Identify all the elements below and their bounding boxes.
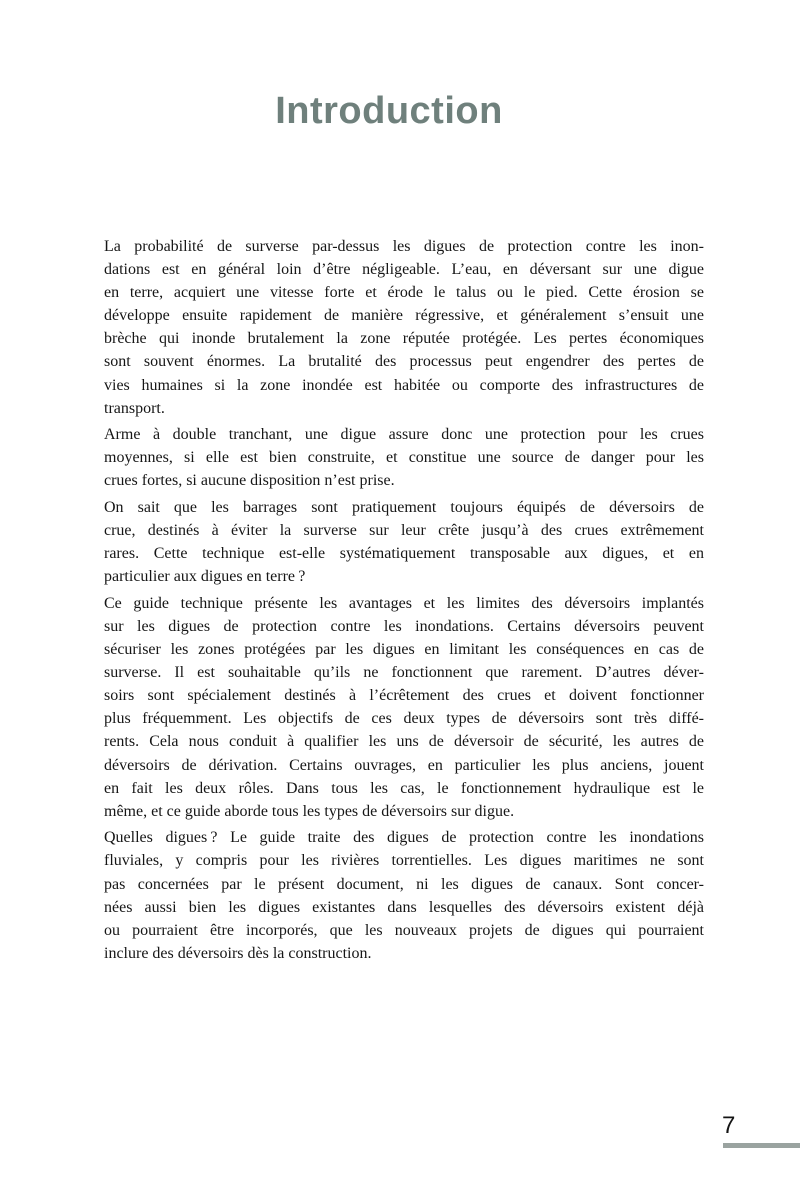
paragraph — [104, 423, 704, 492]
text-line: Ce guide technique présente les avantages et les limites des déversoirs implantés — [104, 594, 704, 612]
text-line: dations est en général loin d’être négligeable. L’eau, en déversant sur une digue — [104, 261, 704, 279]
paragraph — [104, 592, 704, 823]
text-line: sécuriser les zones protégées par les digues en limitant les conséquences en cas de — [104, 641, 704, 659]
paragraph — [104, 496, 704, 588]
text-line: ou pourraient être incorporés, que les nouveaux projets de digues qui pourraient — [104, 921, 704, 939]
text-line: en fait les deux rôles. Dans tous les cas, le fonctionnement hydraulique est le — [104, 779, 704, 797]
text-line: sont souvent énormes. La brutalité des processus peut engendrer des pertes de — [104, 353, 704, 371]
text-line: rents. Cela nous conduit à qualifier les uns de déversoir de sécurité, les autres de — [104, 733, 704, 751]
page-number: 7 — [722, 1112, 736, 1139]
paragraph — [104, 826, 704, 965]
text-line: La probabilité de surverse par-dessus les digues de protection contre les inon- — [104, 238, 704, 255]
text-line: développe ensuite rapidement de manière régressive, et généralement s’ensuit une — [104, 307, 704, 325]
text-line: surverse. Il est souhaitable qu’ils ne fonctionnent que rarement. D’autres déver- — [104, 664, 704, 682]
text-line: plus fréquemment. Les objectifs de ces deux types de déversoirs sont très diffé- — [104, 710, 704, 728]
text-line: transport. — [104, 399, 165, 417]
text-line: moyennes, si elle est bien construite, et constitue une source de danger pour les — [104, 449, 704, 467]
text-line: On sait que les barrages sont pratiquement toujours équipés de déversoirs de — [104, 499, 704, 517]
text-line: pas concernées par le présent document, ni les digues de canaux. Sont concer- — [104, 875, 704, 893]
text-line: même, et ce guide aborde tous les types de déversoirs sur digue. — [104, 802, 515, 820]
text-line: vies humaines si la zone inondée est habitée ou comporte des infrastructures de — [104, 376, 704, 394]
text-line: inclure des déversoirs dès la construction. — [104, 944, 372, 962]
text-line: sur les digues de protection contre les inondations. Certains déversoirs peuvent — [104, 618, 704, 635]
text-line: fluviales, y compris pour les rivières torrentielles. Les digues maritimes ne sont — [104, 852, 704, 870]
text-line: nées aussi bien les digues existantes dans lesquelles des déversoirs existent déjà — [104, 898, 704, 916]
text-line: brèche qui inonde brutalement la zone réputée protégée. Les pertes économiques — [104, 330, 704, 348]
text-line: crues fortes, si aucune disposition n’est prise. — [104, 472, 395, 490]
text-line: soirs sont spécialement destinés à l’écrêtement des crues et doivent fonctionner — [104, 687, 704, 705]
page-title: Introduction — [275, 90, 503, 132]
text-line: en terre, acquiert une vitesse forte et érode le talus ou le pied. Cette érosion se — [104, 284, 704, 302]
text-line: crue, destinés à éviter la surverse sur leur crête jusqu’à des crues extrêmement — [104, 522, 704, 540]
footer-rule — [723, 1143, 800, 1148]
text-line: Quelles digues ? Le guide traite des digues de protection contre les inondations — [104, 829, 704, 847]
paragraph — [104, 235, 704, 420]
text-line: rares. Cette technique est-elle systématiquement transposable aux digues, et en — [104, 545, 704, 563]
body-text — [104, 235, 704, 968]
text-line: Arme à double tranchant, une digue assure donc une protection pour les crues — [104, 426, 704, 444]
text-line: particulier aux digues en terre ? — [104, 568, 306, 586]
text-line: déversoirs de dérivation. Certains ouvrages, en particulier les plus anciens, jouent — [104, 756, 704, 774]
